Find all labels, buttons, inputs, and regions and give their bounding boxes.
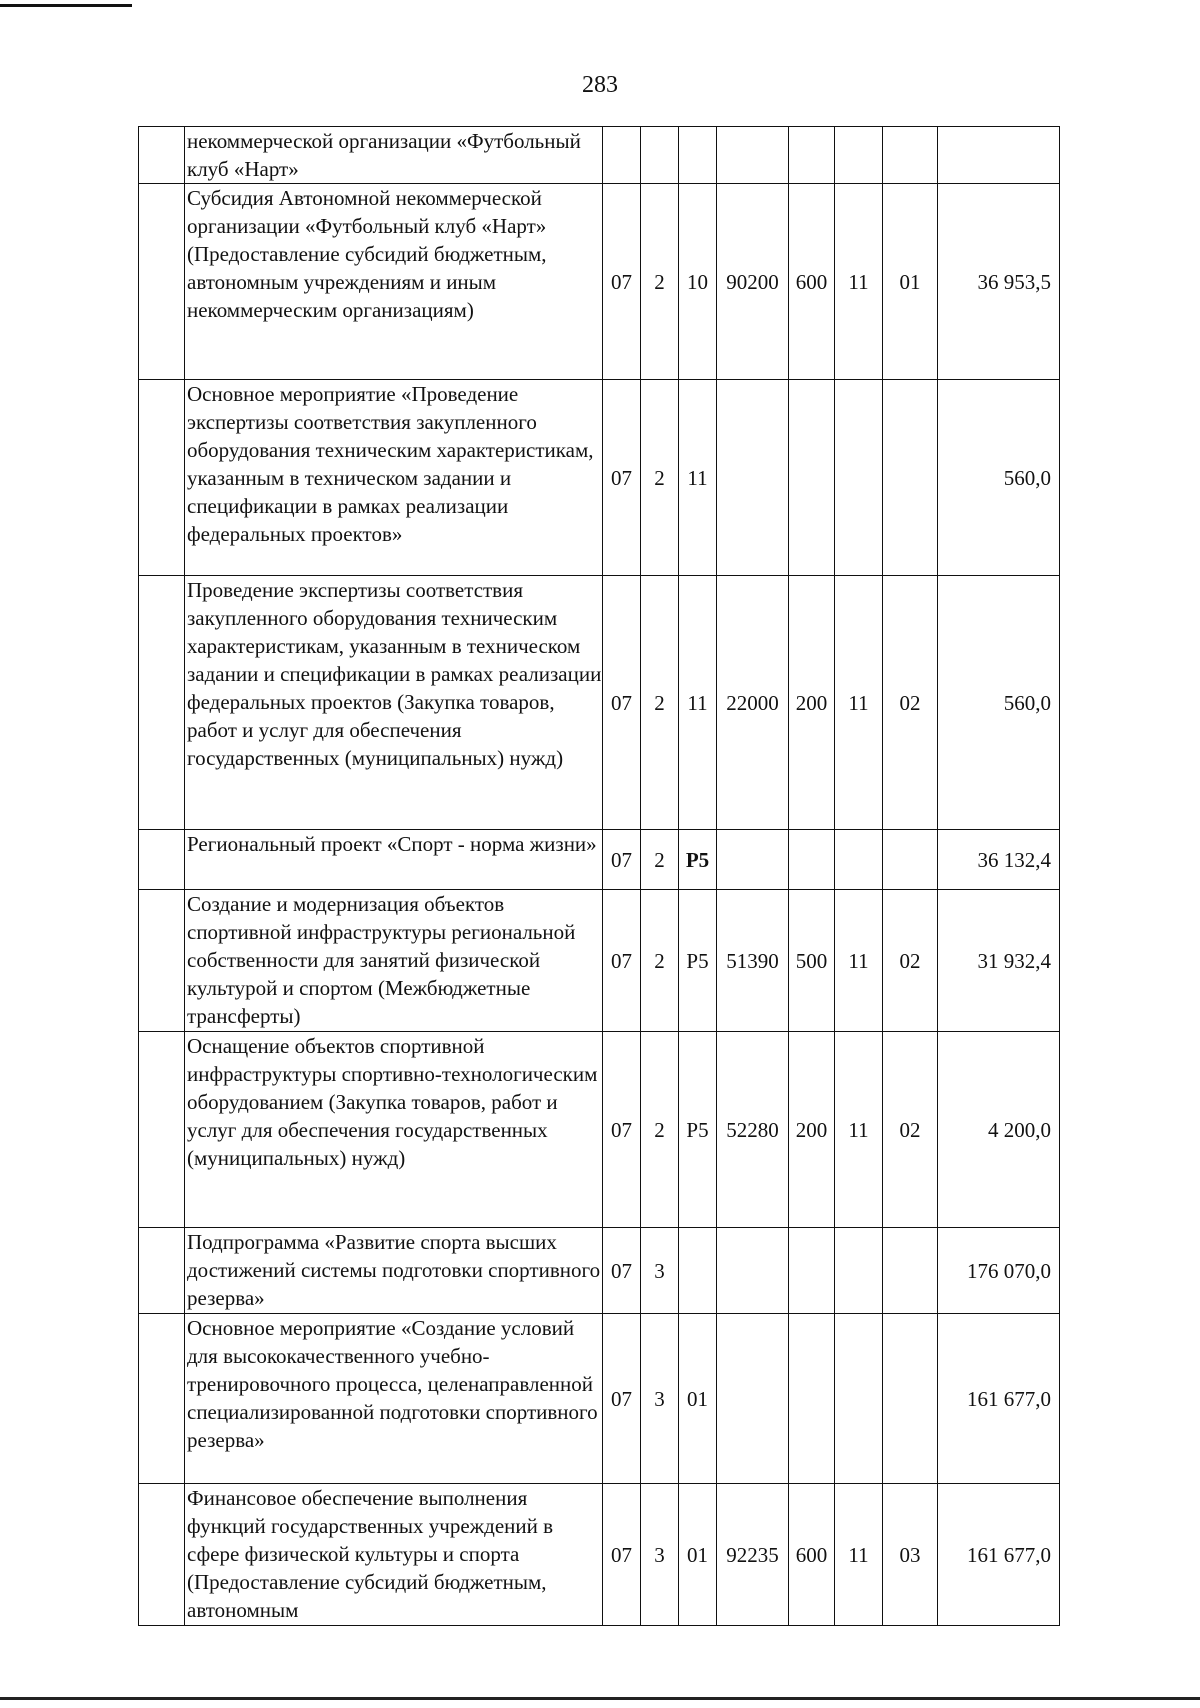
blank-cell (139, 1484, 185, 1626)
row-description: Подпрограмма «Развитие спорта высших достижений системы подготовки спортивного резерва» (185, 1228, 603, 1314)
blank-cell (139, 1314, 185, 1484)
code-fund-source (835, 1228, 883, 1314)
code-direction: 51390 (717, 890, 789, 1032)
code-subsection: 3 (641, 1484, 679, 1626)
code-direction: 92235 (717, 1484, 789, 1626)
scan-bottom-edge (0, 1697, 1200, 1700)
code-fund-source: 11 (835, 576, 883, 830)
amount: 31 932,4 (938, 890, 1060, 1032)
code-program (679, 1228, 717, 1314)
amount: 560,0 (938, 380, 1060, 576)
code-section (603, 127, 641, 184)
blank-cell (139, 1032, 185, 1228)
code-expense-type (789, 1228, 835, 1314)
code-direction (717, 830, 789, 890)
code-section: 07 (603, 576, 641, 830)
code-section: 07 (603, 1484, 641, 1626)
code-direction (717, 1228, 789, 1314)
budget-table (138, 126, 1060, 1626)
code-program: P5 (679, 1032, 717, 1228)
code-program: 01 (679, 1484, 717, 1626)
row-description: Финансовое обеспечение выполнения функций государственных учреждений в сфере физической культуры и спорта (Предоставление субсидий бюджетным, автономным (185, 1484, 603, 1626)
row-description: Оснащение объектов спортивной инфраструктуры спортивно-технологическим оборудованием (Закупка товаров, работ и услуг для обеспечения государственных (муниципальных) нужд) (185, 1032, 603, 1228)
code-fund-source: 11 (835, 890, 883, 1032)
amount: 36 132,4 (938, 830, 1060, 890)
code-subtype: 03 (883, 1484, 938, 1626)
code-subtype: 02 (883, 890, 938, 1032)
code-subtype (883, 127, 938, 184)
scan-corner-mark (0, 4, 132, 7)
row-description: Основное мероприятие «Создание условий для высококачественного учебно-тренировочного процесса, целенаправленной специализированной подготовки спортивного резерва» (185, 1314, 603, 1484)
code-section: 07 (603, 1032, 641, 1228)
code-direction: 90200 (717, 184, 789, 380)
code-direction (717, 1314, 789, 1484)
blank-cell (139, 380, 185, 576)
table-row (139, 830, 1060, 890)
amount: 36 953,5 (938, 184, 1060, 380)
code-subtype (883, 1314, 938, 1484)
code-expense-type: 600 (789, 184, 835, 380)
row-description: Основное мероприятие «Проведение экспертизы соответствия закупленного оборудования техническим характеристикам, указанным в техническом задании и спецификации в рамках реализации федеральных проектов» (185, 380, 603, 576)
code-subtype: 02 (883, 1032, 938, 1228)
code-subtype: 01 (883, 184, 938, 380)
code-section: 07 (603, 184, 641, 380)
code-fund-source (835, 127, 883, 184)
code-subsection (641, 127, 679, 184)
table-row (139, 184, 1060, 380)
code-direction (717, 380, 789, 576)
code-subsection: 2 (641, 830, 679, 890)
code-subtype (883, 1228, 938, 1314)
code-expense-type: 500 (789, 890, 835, 1032)
code-expense-type (789, 380, 835, 576)
code-expense-type: 200 (789, 576, 835, 830)
code-fund-source: 11 (835, 184, 883, 380)
row-description: Создание и модернизация объектов спортивной инфраструктуры региональной собственности для занятий физической культурой и спортом (Межбюджетные трансферты) (185, 890, 603, 1032)
blank-cell (139, 830, 185, 890)
code-expense-type: 600 (789, 1484, 835, 1626)
code-direction: 22000 (717, 576, 789, 830)
code-program: 01 (679, 1314, 717, 1484)
code-fund-source (835, 830, 883, 890)
code-fund-source: 11 (835, 1484, 883, 1626)
code-direction (717, 127, 789, 184)
table-row (139, 890, 1060, 1032)
code-subtype (883, 830, 938, 890)
code-expense-type (789, 1314, 835, 1484)
code-fund-source: 11 (835, 1032, 883, 1228)
amount: 4 200,0 (938, 1032, 1060, 1228)
code-subsection: 2 (641, 380, 679, 576)
table-row (139, 576, 1060, 830)
code-section: 07 (603, 1314, 641, 1484)
table-row (139, 1032, 1060, 1228)
code-section: 07 (603, 1228, 641, 1314)
code-section: 07 (603, 830, 641, 890)
code-expense-type (789, 830, 835, 890)
blank-cell (139, 890, 185, 1032)
budget-table-body (139, 127, 1060, 1626)
code-subsection: 2 (641, 576, 679, 830)
code-fund-source (835, 380, 883, 576)
code-fund-source (835, 1314, 883, 1484)
code-subsection: 2 (641, 890, 679, 1032)
table-row (139, 1484, 1060, 1626)
row-description: Региональный проект «Спорт - норма жизни» (185, 830, 603, 890)
code-subsection: 3 (641, 1228, 679, 1314)
amount: 161 677,0 (938, 1314, 1060, 1484)
code-expense-type (789, 127, 835, 184)
table-row (139, 1228, 1060, 1314)
code-program: 11 (679, 576, 717, 830)
code-subtype: 02 (883, 576, 938, 830)
code-section: 07 (603, 380, 641, 576)
blank-cell (139, 1228, 185, 1314)
code-program: P5 (679, 890, 717, 1032)
code-subtype (883, 380, 938, 576)
blank-cell (139, 576, 185, 830)
blank-cell (139, 184, 185, 380)
code-subsection: 2 (641, 1032, 679, 1228)
code-direction: 52280 (717, 1032, 789, 1228)
table-row (139, 1314, 1060, 1484)
code-expense-type: 200 (789, 1032, 835, 1228)
amount: 176 070,0 (938, 1228, 1060, 1314)
code-subsection: 2 (641, 184, 679, 380)
amount: 161 677,0 (938, 1484, 1060, 1626)
amount (938, 127, 1060, 184)
blank-cell (139, 127, 185, 184)
code-section: 07 (603, 890, 641, 1032)
code-subsection: 3 (641, 1314, 679, 1484)
code-program: 11 (679, 380, 717, 576)
code-program: 10 (679, 184, 717, 380)
page-number: 283 (582, 72, 618, 98)
row-description: Проведение экспертизы соответствия закупленного оборудования техническим характеристикам, указанным в техническом задании и спецификации в рамках реализации федеральных проектов (Закупка товаров, работ и услуг для обеспечения государственных (муниципальных) нужд) (185, 576, 603, 830)
code-program: P5 (679, 830, 717, 890)
table-row (139, 127, 1060, 184)
row-description: Субсидия Автономной некоммерческой организации «Футбольный клуб «Нарт» (Предоставление субсидий бюджетным, автономным учреждениям и иным некоммерческим организациям) (185, 184, 603, 380)
row-description: некоммерческой организации «Футбольный клуб «Нарт» (185, 127, 603, 184)
amount: 560,0 (938, 576, 1060, 830)
table-row (139, 380, 1060, 576)
code-program (679, 127, 717, 184)
